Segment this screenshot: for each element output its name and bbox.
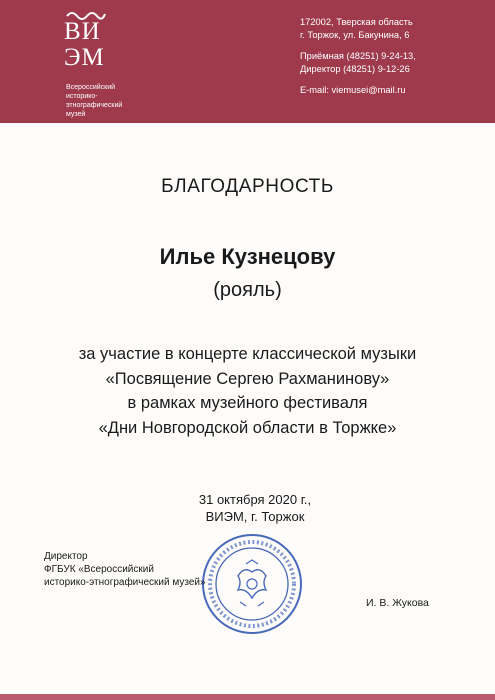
signer-org: историко-этнографический музей»: [44, 577, 206, 588]
date-place: [0, 491, 495, 525]
logo-text-bottom: ЭМ: [64, 44, 105, 71]
phone-line-1: Приёмная (48251) 9-24-13,: [300, 51, 416, 61]
recipient-instrument: (рояль): [213, 279, 282, 301]
email-line: E-mail: viemusei@mail.ru: [300, 85, 406, 95]
logo-text-top: ВИ: [64, 18, 101, 45]
phone-line-2: Директор (48251) 9-12-26: [300, 64, 410, 74]
contact-block: [300, 16, 416, 97]
document-heading: БЛАГОДАРНОСТЬ: [161, 176, 334, 197]
signer-name: И. В. Жукова: [366, 597, 429, 609]
body-line: в рамках музейного фестиваля: [127, 394, 368, 412]
letterhead-banner: [0, 0, 495, 123]
logo-caption-line: Всероссийский: [66, 84, 116, 91]
official-stamp: [200, 532, 304, 636]
logo-caption-line: музей: [66, 111, 86, 118]
address-line-1: 172002, Тверская область: [300, 17, 413, 27]
place-line: ВИЭМ, г. Торжок: [205, 509, 305, 524]
logo-caption-line: историко-: [66, 93, 98, 100]
signer-title: Директор: [44, 551, 88, 562]
date-line: 31 октября 2020 г.,: [198, 492, 312, 507]
body-line: «Дни Новгородской области в Торжке»: [98, 418, 397, 437]
logo-caption: [66, 83, 176, 119]
gratitude-text: [0, 342, 495, 440]
body-line: «Посвящение Сергею Рахманинову»: [105, 369, 390, 388]
signer-block: [44, 550, 206, 589]
footer-strip: [0, 694, 495, 700]
address-line-2: г. Торжок, ул. Бакунина, 6: [300, 30, 410, 40]
body-line: за участие в концерте классической музыки: [78, 345, 417, 363]
logo-caption-line: этнографический: [66, 102, 123, 109]
signer-org: ФГБУК «Всероссийский: [44, 564, 154, 575]
recipient-name: Илье Кузнецову: [159, 244, 336, 269]
